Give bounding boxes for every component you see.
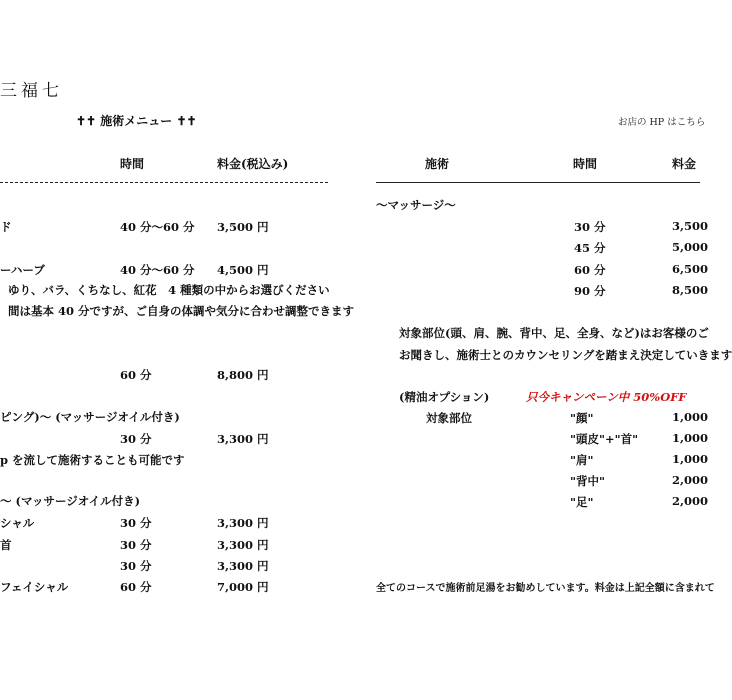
left-row5-name: シャル xyxy=(0,516,35,530)
massage-row1-time: 30 分 xyxy=(574,220,606,234)
left-section3-title: ～ (マッサージオイル付き) xyxy=(0,494,141,508)
hp-link[interactable]: お店の HP はこちら xyxy=(618,117,706,128)
left-row1-price: 3,500 円 xyxy=(217,220,269,234)
left-row3-price: 8,800 円 xyxy=(217,368,269,382)
right-massage-title: ～マッサージ～ xyxy=(376,198,456,212)
brand-name: 三福七 xyxy=(0,81,63,101)
massage-row4-price: 8,500 xyxy=(672,283,709,297)
left-row7-time: 30 分 xyxy=(120,559,152,573)
option-row2-price: 1,000 xyxy=(672,431,709,445)
left-note-music: p を流して施術することも可能です xyxy=(0,453,185,467)
left-row5-price: 3,300 円 xyxy=(217,516,269,530)
left-row1-time: 40 分～60 分 xyxy=(120,220,195,234)
left-header-price: 料金(税込み) xyxy=(217,157,289,171)
oil-option-label: (精油オプション) xyxy=(399,390,490,404)
left-row2-name: ーハーブ xyxy=(0,263,45,277)
left-row8-name: フェイシャル xyxy=(0,580,69,594)
left-row2-price: 4,500 円 xyxy=(217,263,269,277)
right-header-price: 料金 xyxy=(672,157,697,171)
right-header-treatment: 施術 xyxy=(425,157,450,171)
option-row4-price: 2,000 xyxy=(672,473,709,487)
left-note-duration: 間は基本 40 分ですが、ご自身の体調や気分に合わせ調整できます xyxy=(8,304,355,318)
left-row5-time: 30 分 xyxy=(120,516,152,530)
footer-note: 全てのコースで施術前足湯をお勧めしています。料金は上記全額に含まれて xyxy=(376,583,715,594)
menu-title: ✝✝ 施術メニュー ✝✝ xyxy=(76,114,197,128)
left-row7-price: 3,300 円 xyxy=(217,559,269,573)
left-row3-time: 60 分 xyxy=(120,368,152,382)
option-row1-part: "顔" xyxy=(570,411,594,425)
massage-row4-time: 90 分 xyxy=(574,284,606,298)
left-header-divider xyxy=(0,182,328,183)
option-row5-part: "足" xyxy=(570,495,594,509)
left-row6-time: 30 分 xyxy=(120,538,152,552)
left-row6-name: 首 xyxy=(0,538,12,552)
right-note-counsel: お聞きし、施術士とのカウンセリングを踏まえ決定していきます xyxy=(399,348,732,362)
left-row6-price: 3,300 円 xyxy=(217,538,269,552)
campaign-badge: 只今キャンペーン中 50%OFF xyxy=(526,390,687,404)
option-row3-part: "肩" xyxy=(570,453,594,467)
left-row4-price: 3,300 円 xyxy=(217,432,269,446)
option-row4-part: "背中" xyxy=(570,474,605,488)
option-row5-price: 2,000 xyxy=(672,494,709,508)
left-header-time: 時間 xyxy=(120,157,145,171)
right-header-time: 時間 xyxy=(573,157,598,171)
massage-row2-price: 5,000 xyxy=(672,240,709,254)
right-header-divider xyxy=(376,182,700,183)
left-section2-title: ピング)～ (マッサージオイル付き) xyxy=(0,410,180,424)
left-row2-time: 40 分～60 分 xyxy=(120,263,195,277)
left-note-fragrance: ゆり、バラ、くちなし、紅花 4 種類の中からお選びください xyxy=(8,283,330,297)
option-row2-part: "頭皮"+"首" xyxy=(570,432,639,446)
left-row8-time: 60 分 xyxy=(120,580,152,594)
option-row1-price: 1,000 xyxy=(672,410,709,424)
massage-row1-price: 3,500 xyxy=(672,219,709,233)
massage-row3-price: 6,500 xyxy=(672,262,709,276)
massage-row2-time: 45 分 xyxy=(574,241,606,255)
option-row3-price: 1,000 xyxy=(672,452,709,466)
massage-row3-time: 60 分 xyxy=(574,263,606,277)
right-note-target: 対象部位(頭、肩、腕、背中、足、全身、など)はお客様のご xyxy=(399,326,709,340)
target-part-label: 対象部位 xyxy=(426,411,472,425)
left-row4-time: 30 分 xyxy=(120,432,152,446)
left-row8-price: 7,000 円 xyxy=(217,580,269,594)
left-row1-name: ド xyxy=(0,220,12,234)
